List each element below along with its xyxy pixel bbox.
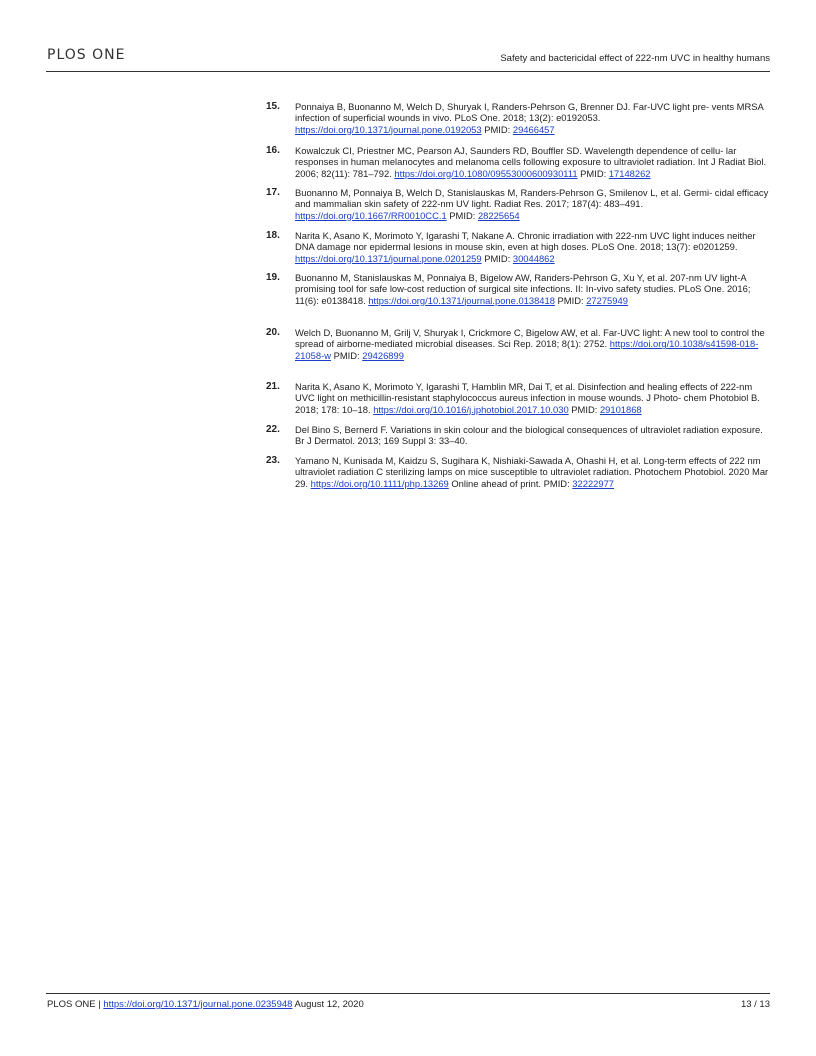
reference-number: 21. [266, 381, 280, 392]
reference-pmid-link[interactable]: 28225654 [477, 209, 520, 221]
reference-entry [295, 187, 773, 221]
reference-pmid-link[interactable]: 30044862 [512, 252, 555, 264]
reference-pmid-link[interactable]: 29426899 [362, 349, 404, 361]
footer-journal: PLOS ONE | [47, 999, 104, 1010]
reference-entry [295, 455, 773, 489]
reference-number: 16. [266, 145, 280, 156]
reference-entry [295, 101, 773, 135]
reference-text: Buonanno M, Stanislauskas M, Ponnaiya B, Bigelow AW, Randers-Pehrson G, Xu Y, et al. 207-nm UV light-A promising tool for safe low-cost reduction of surgical site infections. II: In-vivo safety studies. PLoS One. 2016; 11(6): e0138418. [295, 272, 751, 306]
reference-text: Buonanno M, Ponnaiya B, Welch D, Stanislauskas M, Randers-Pehrson G, Smilenov L, et al. Germi- cidal efficacy and mammalian skin safety of 222-nm UV light. Radiat Res. 2017; 187(4): 483–491. [295, 187, 769, 210]
reference-pmid-link[interactable]: 27275949 [586, 294, 628, 306]
reference-pmid-label: PMID: [577, 167, 609, 179]
reference-doi-link[interactable]: https://doi.org/10.1016/j.jphotobiol.2017.10.030 [373, 403, 569, 415]
reference-entry [295, 424, 773, 447]
reference-number: 18. [266, 230, 280, 241]
reference-number: 23. [266, 455, 280, 466]
reference-text: Del Bino S, Bernerd F. Variations in skin colour and the biological consequences of ultraviolet radiation exposure. Br J Dermatol. 2013; 169 Suppl 3: 33–40. [295, 424, 763, 447]
reference-number: 15. [266, 101, 280, 112]
page-number: 13 / 13 [740, 999, 770, 1010]
reference-doi-link[interactable]: https://doi.org/10.1080/09553000600930111 [394, 167, 578, 179]
reference-pmid-label: PMID: [446, 209, 478, 221]
reference-entry [295, 381, 773, 415]
reference-text: Yamano N, Kunisada M, Kaidzu S, Sugihara K, Nishiaki-Sawada A, Ohashi H, et al. Long-term effects of 222 nm ultraviolet radiation C sterilizing lamps on mice susceptible to ultraviolet radiation. Photochem Photobiol. 2020 Mar 29. [295, 455, 769, 489]
reference-doi-link[interactable]: https://doi.org/10.1371/journal.pone.0201259 [295, 252, 482, 264]
reference-pmid-link[interactable]: 32222977 [572, 477, 615, 489]
reference-entry [295, 145, 773, 179]
footer-doi-link[interactable]: https://doi.org/10.1371/journal.pone.0235948 [103, 999, 293, 1010]
reference-pmid-label: PMID: [481, 123, 513, 135]
reference-pmid-link[interactable]: 17148262 [608, 167, 651, 179]
reference-number: 19. [266, 272, 280, 283]
footer-divider [46, 993, 770, 994]
reference-pmid-label: PMID: [568, 403, 600, 415]
journal-logo: PLOS ONE [47, 47, 126, 63]
reference-text: Welch D, Buonanno M, Grilj V, Shuryak I, Crickmore C, Bigelow AW, et al. Far-UVC light: A new tool to control the spread of airborne-mediated microbial diseases. Sci Rep. 2018; 8(1): 2752. [295, 327, 765, 350]
reference-entry [295, 272, 773, 306]
running-title: Safety and bactericidal effect of 222-nm UVC in healthy humans [500, 53, 770, 64]
reference-doi-link[interactable]: https://doi.org/10.1371/journal.pone.0138418 [368, 294, 555, 306]
reference-text: Kowalczuk CI, Priestner MC, Pearson AJ, Saunders RD, Bouffler SD. Wavelength dependence of cellu- lar responses in human melanocytes and melanoma cells following exposure to ultraviolet radiation. Int J Radiat Biol. 2006; 82(11): 781–792. [295, 145, 767, 179]
reference-doi-link[interactable]: https://doi.org/10.1371/journal.pone.0192053 [295, 123, 482, 135]
header-divider [46, 71, 770, 72]
reference-number: 17. [266, 187, 280, 198]
reference-pmid-label: Online ahead of print. PMID: [448, 477, 573, 489]
reference-pmid-link[interactable]: 29466457 [512, 123, 555, 135]
reference-text: Ponnaiya B, Buonanno M, Welch D, Shuryak I, Randers-Pehrson G, Brenner DJ. Far-UVC light pre- vents MRSA infection of superficial wounds in vivo. PLoS One. 2018; 13(2): e0192053. [295, 101, 764, 124]
reference-doi-link[interactable]: https://doi.org/10.1667/RR0010CC.1 [295, 209, 447, 221]
footer-date: August 12, 2020 [292, 999, 364, 1010]
reference-text: Narita K, Asano K, Morimoto Y, Igarashi T, Hamblin MR, Dai T, et al. Disinfection and healing effects of 222-nm UVC light on methicillin-resistant staphylococcus aureus infection in mouse wounds. J Photo- chem Photobiol B. 2018; 178: 10–18. [295, 381, 760, 415]
reference-text: Narita K, Asano K, Morimoto Y, Igarashi T, Nakane A. Chronic irradiation with 222-nm UVC light induces neither DNA damage nor epidermal lesions in mouse skin, even at high doses. PLoS One. 2018; 13(7): e0201259. [295, 230, 756, 253]
reference-number: 22. [266, 424, 280, 435]
reference-pmid-label: PMID: [330, 349, 363, 361]
reference-pmid-label: PMID: [481, 252, 513, 264]
footer-citation [47, 999, 407, 1011]
reference-pmid-label: PMID: [554, 294, 587, 306]
reference-entry [295, 327, 773, 361]
reference-doi-link[interactable]: https://doi.org/10.1038/s41598-018-21058-w [295, 338, 759, 361]
reference-pmid-link[interactable]: 29101868 [599, 403, 642, 415]
reference-number: 20. [266, 327, 280, 338]
reference-doi-link[interactable]: https://doi.org/10.1111/php.13269 [310, 477, 449, 489]
reference-entry [295, 230, 773, 264]
